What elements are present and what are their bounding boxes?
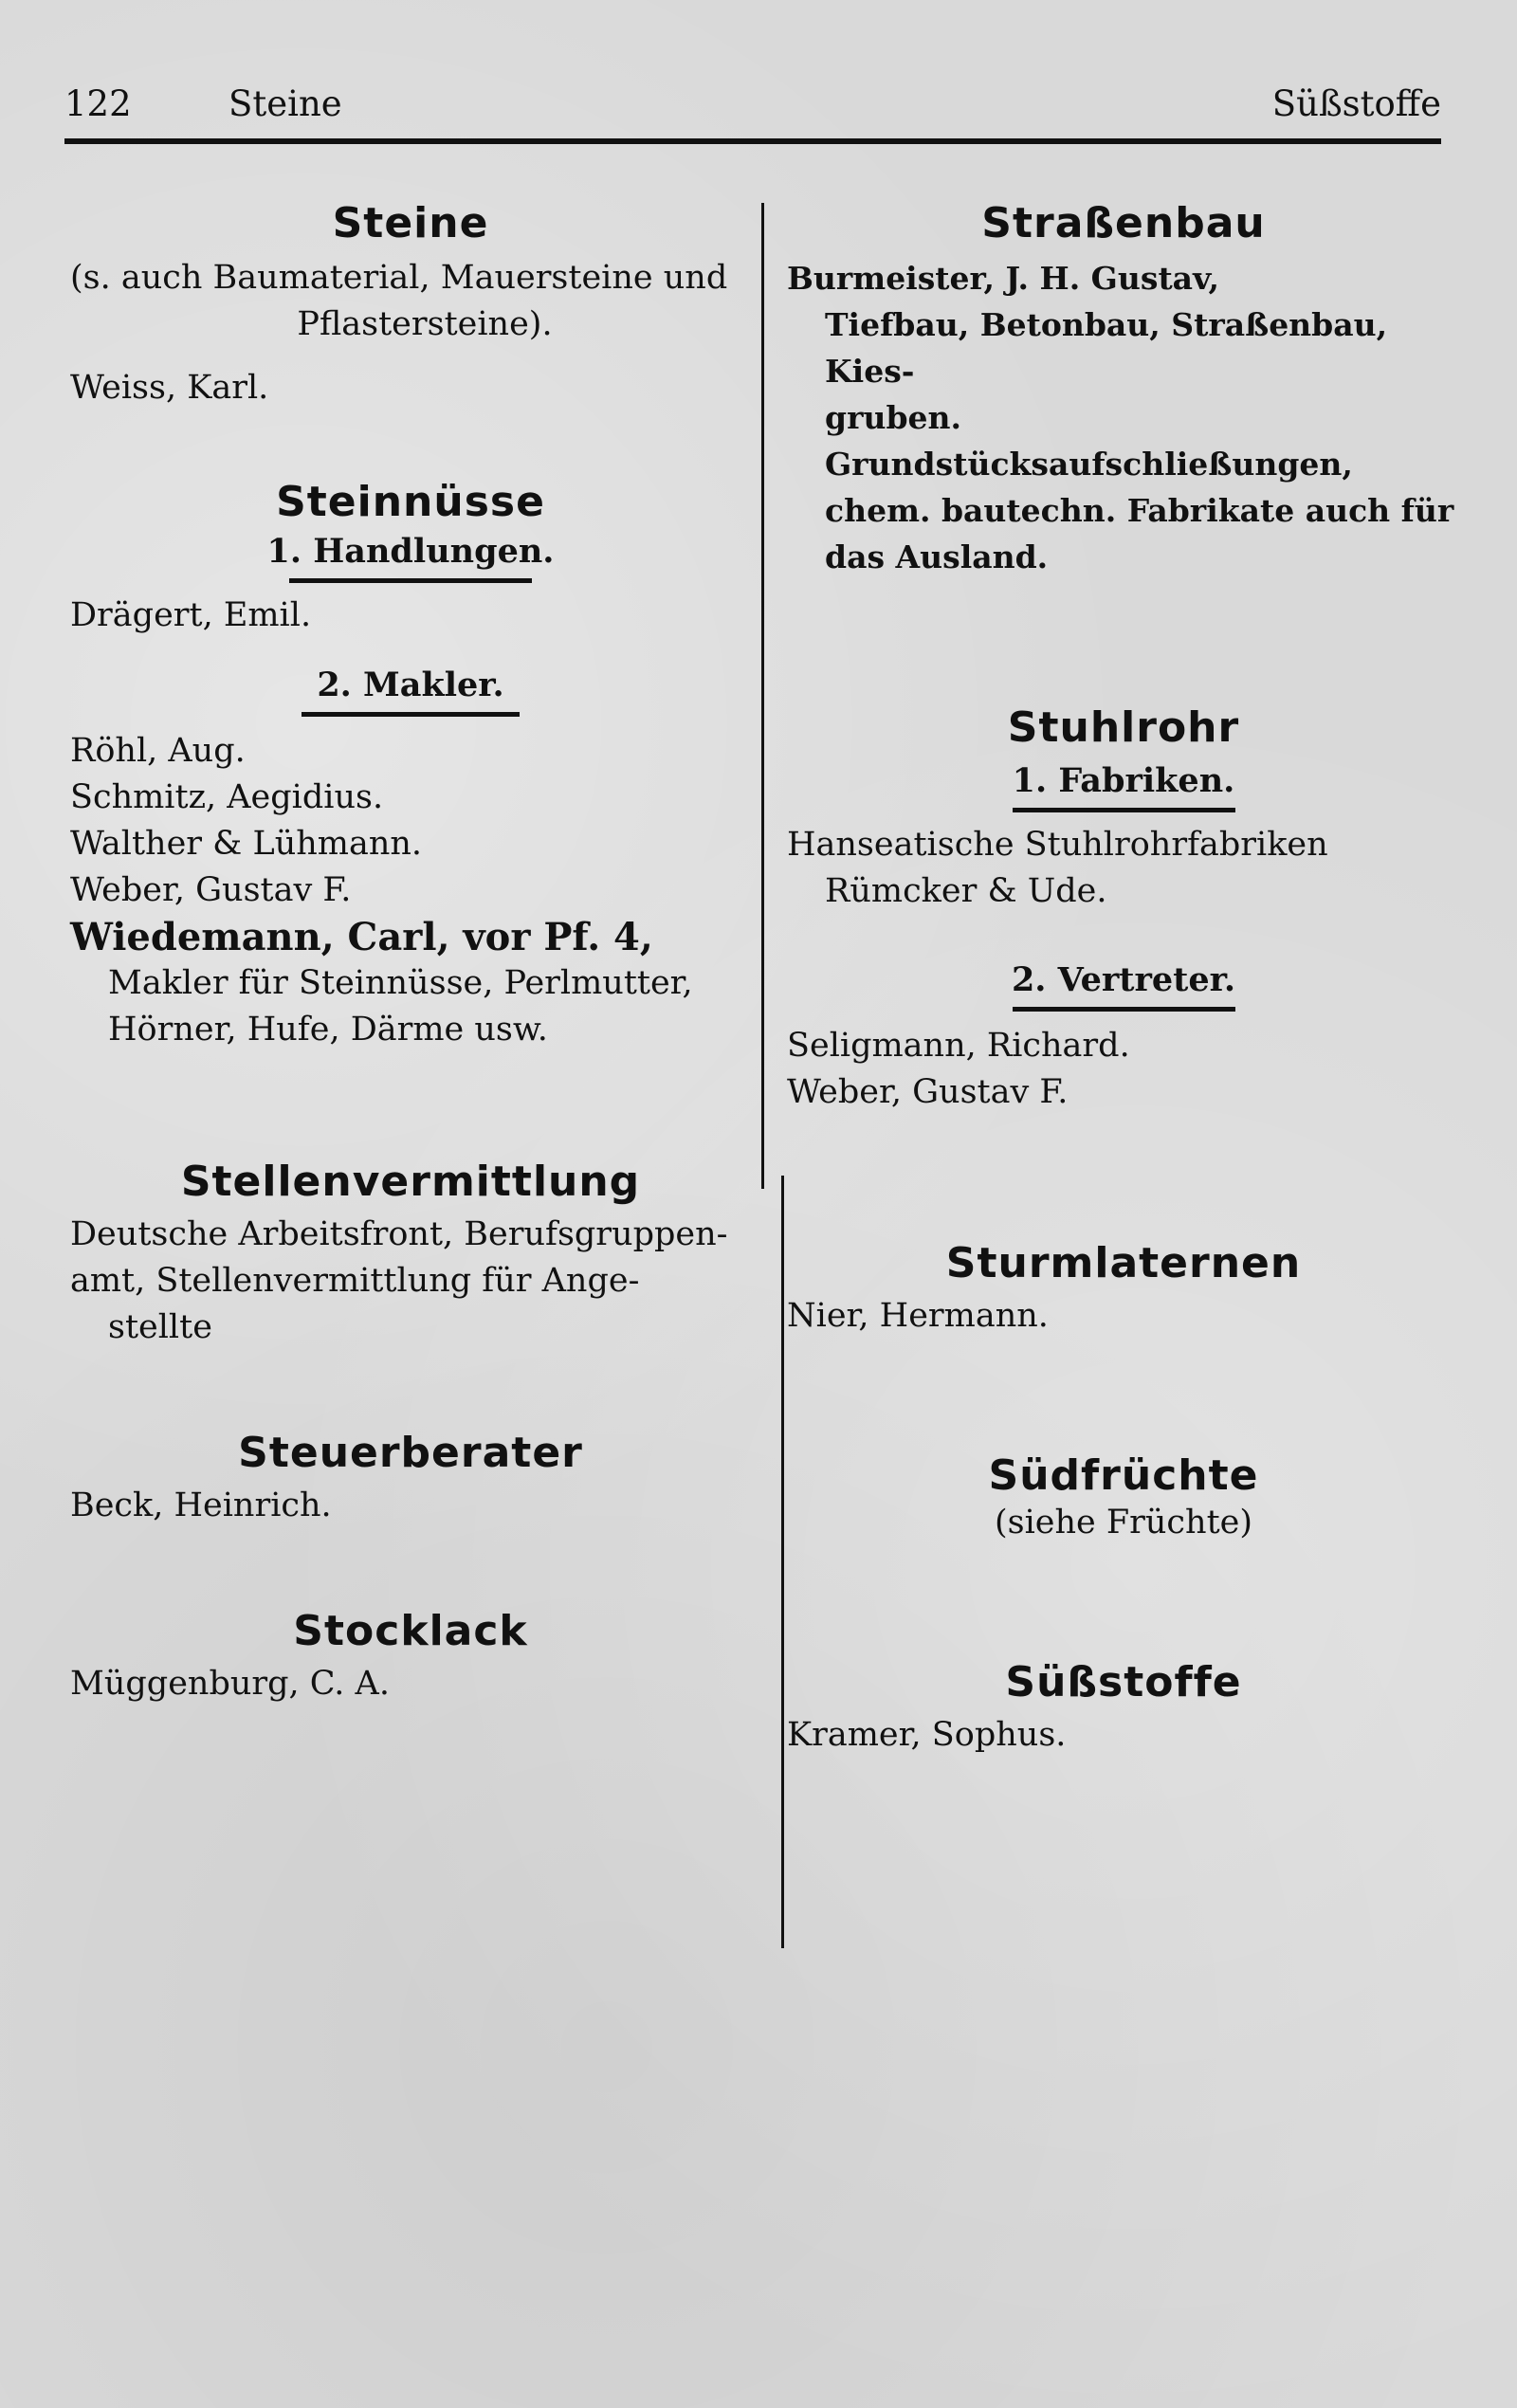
column-divider: [761, 203, 764, 1189]
list-item: Weber, Gustav F.: [70, 871, 352, 909]
section-steinnuesse: [70, 478, 751, 1053]
subsection-rule: [1013, 808, 1235, 812]
section-suedfruechte: [787, 1451, 1460, 1546]
subsection-vertreter: [787, 960, 1460, 1012]
section-heading: Sturmlaternen: [945, 1239, 1302, 1287]
subsection-makler: [70, 666, 751, 717]
left-column: [70, 190, 751, 1707]
cross-reference-line: (siehe Früchte): [994, 1504, 1253, 1541]
section-suessstoffe: [787, 1658, 1460, 1759]
list-item: Röhl, Aug.: [70, 732, 246, 770]
list-item: Hanseatische Stuhlrohrfabriken: [787, 826, 1328, 864]
section-stellenvermittlung: [70, 1158, 751, 1351]
section-heading: Steine: [332, 199, 489, 247]
list-item: Weber, Gustav F.: [787, 1073, 1069, 1111]
subsection-heading: 2. Vertreter.: [1011, 960, 1236, 999]
featured-entry-description: Hörner, Hufe, Därme usw.: [108, 1011, 548, 1049]
header-right-keyword: Süßstoffe: [1271, 83, 1441, 124]
featured-entry-name: Wiedemann, Carl, vor Pf. 4,: [70, 915, 653, 959]
section-steuerberater: [70, 1429, 751, 1529]
subsection-handlungen: [70, 532, 751, 583]
entry-name: Burmeister, J. H. Gustav,: [787, 260, 1220, 297]
subsection-fabriken: [787, 761, 1460, 812]
list-item: Walther & Lühmann.: [70, 825, 423, 863]
entry-line: amt, Stellenvermittlung für Ange-: [70, 1262, 640, 1300]
right-column: [787, 190, 1460, 1759]
entry-description: Tiefbau, Betonbau, Straßenbau, Kies-: [825, 306, 1388, 390]
subsection-heading: 1. Handlungen.: [266, 532, 555, 571]
entry-description: chem. bautechn. Fabrikate auch für: [825, 492, 1454, 529]
list-item-continuation: Rümcker & Ude.: [825, 872, 1107, 910]
section-heading: Stellenvermittlung: [180, 1158, 641, 1206]
list-item: Drägert, Emil.: [70, 596, 312, 634]
subsection-heading: 2. Makler.: [317, 666, 504, 704]
section-heading: Steinnüsse: [276, 478, 545, 526]
list-item: Müggenburg, C. A.: [70, 1665, 390, 1703]
subsection-rule: [289, 578, 532, 583]
list-item: Seligmann, Richard.: [787, 1027, 1130, 1065]
entry-description: gruben. Grundstücksaufschließungen,: [825, 399, 1353, 483]
subsection-heading: 1. Fabriken.: [1012, 761, 1235, 800]
column-divider-lower: [781, 1176, 784, 1948]
subsection-rule: [302, 712, 520, 717]
section-heading: Steuerberater: [238, 1429, 583, 1477]
cross-reference-line: (s. auch Baumaterial, Mauersteine und: [70, 259, 728, 297]
entry-line: stellte: [108, 1308, 212, 1346]
section-heading: Süßstoffe: [1005, 1658, 1242, 1706]
header-rule: [64, 138, 1441, 144]
list-item: Beck, Heinrich.: [70, 1487, 332, 1524]
section-sturmlaternen: [787, 1239, 1460, 1340]
section-heading: Straßenbau: [981, 199, 1266, 247]
section-heading: Südfrüchte: [988, 1451, 1259, 1500]
list-item: Schmitz, Aegidius.: [70, 778, 384, 816]
list-item: Weiss, Karl.: [70, 369, 269, 407]
section-stuhlrohr: [787, 703, 1460, 1116]
list-item: Nier, Hermann.: [787, 1297, 1049, 1335]
page-number: 122: [64, 83, 132, 124]
featured-entry-description: Makler für Steinnüsse, Perlmutter,: [108, 964, 693, 1002]
list-item: Kramer, Sophus.: [787, 1716, 1067, 1754]
entry-description: das Ausland.: [825, 538, 1049, 575]
section-stocklack: [70, 1607, 751, 1707]
section-strassenbau: [787, 199, 1460, 580]
entry-line: Deutsche Arbeitsfront, Berufsgruppen-: [70, 1215, 728, 1253]
cross-reference-line: Pflastersteine).: [297, 305, 553, 343]
running-header: [64, 83, 1441, 140]
section-steine: [70, 199, 751, 411]
subsection-rule: [1013, 1007, 1235, 1012]
header-left-keyword: Steine: [228, 83, 342, 124]
section-heading: Stocklack: [293, 1607, 528, 1655]
section-heading: Stuhlrohr: [1007, 703, 1240, 752]
makler-list: [70, 728, 751, 1053]
